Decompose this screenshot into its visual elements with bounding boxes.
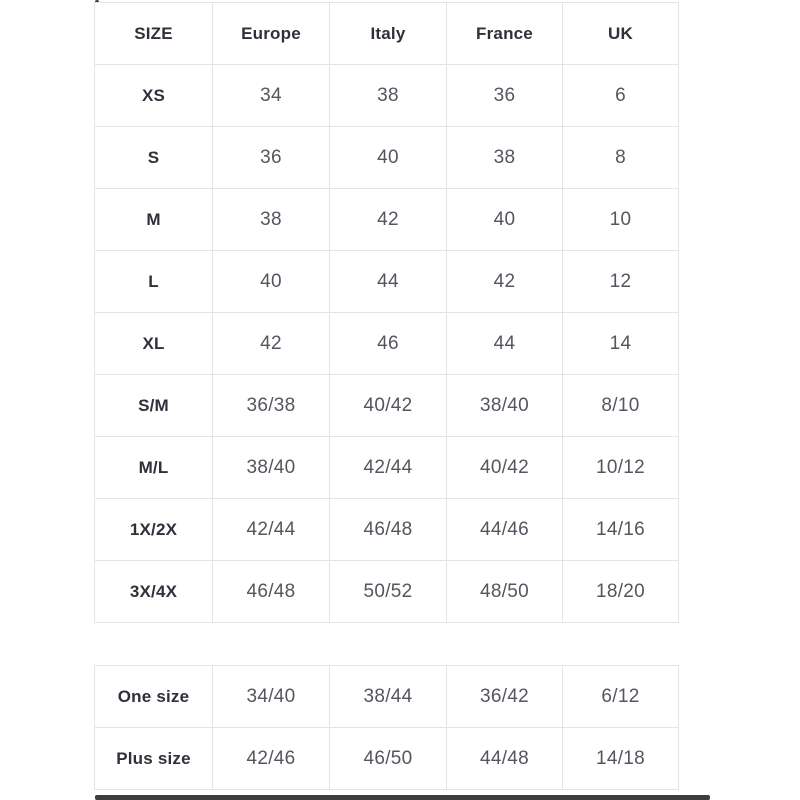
value-cell: 36 <box>447 65 563 127</box>
value-cell: 14 <box>563 313 679 375</box>
header-row <box>95 3 679 65</box>
size-label-cell: XS <box>95 65 213 127</box>
table-row <box>95 666 679 728</box>
table-row <box>95 251 679 313</box>
value-cell: 38/40 <box>447 375 563 437</box>
value-cell: 44/48 <box>447 728 563 790</box>
size-label-cell: One size <box>95 666 213 728</box>
value-cell: 38/40 <box>213 437 330 499</box>
table-row <box>95 127 679 189</box>
value-cell: 14/16 <box>563 499 679 561</box>
table-row <box>95 313 679 375</box>
value-cell: 38 <box>213 189 330 251</box>
one-size-plus-size-table <box>94 665 679 790</box>
value-cell: 18/20 <box>563 561 679 623</box>
value-cell: 38 <box>330 65 447 127</box>
size-label-cell: 1X/2X <box>95 499 213 561</box>
value-cell: 34 <box>213 65 330 127</box>
table-row <box>95 437 679 499</box>
value-cell: 8 <box>563 127 679 189</box>
value-cell: 42/46 <box>213 728 330 790</box>
size-label-cell: Plus size <box>95 728 213 790</box>
value-cell: 42 <box>447 251 563 313</box>
value-cell: 48/50 <box>447 561 563 623</box>
value-cell: 6/12 <box>563 666 679 728</box>
size-label-cell: XL <box>95 313 213 375</box>
size-conversion-table <box>94 2 679 623</box>
value-cell: 34/40 <box>213 666 330 728</box>
value-cell: 40 <box>330 127 447 189</box>
value-cell: 46/48 <box>330 499 447 561</box>
table-row <box>95 189 679 251</box>
value-cell: 46 <box>330 313 447 375</box>
value-cell: 44/46 <box>447 499 563 561</box>
value-cell: 44 <box>447 313 563 375</box>
value-cell: 50/52 <box>330 561 447 623</box>
table-row <box>95 499 679 561</box>
value-cell: 14/18 <box>563 728 679 790</box>
value-cell: 10/12 <box>563 437 679 499</box>
value-cell: 42/44 <box>330 437 447 499</box>
column-header-europe: Europe <box>213 3 330 65</box>
value-cell: 40 <box>447 189 563 251</box>
horizontal-scrollbar-thumb[interactable] <box>95 795 710 800</box>
value-cell: 40/42 <box>330 375 447 437</box>
value-cell: 36/42 <box>447 666 563 728</box>
table-row <box>95 728 679 790</box>
value-cell: 42/44 <box>213 499 330 561</box>
size-label-cell: S <box>95 127 213 189</box>
value-cell: 38/44 <box>330 666 447 728</box>
size-label-cell: M/L <box>95 437 213 499</box>
value-cell: 12 <box>563 251 679 313</box>
value-cell: 6 <box>563 65 679 127</box>
value-cell: 8/10 <box>563 375 679 437</box>
column-header-uk: UK <box>563 3 679 65</box>
value-cell: 42 <box>213 313 330 375</box>
column-header-italy: Italy <box>330 3 447 65</box>
table-row <box>95 65 679 127</box>
size-label-cell: L <box>95 251 213 313</box>
value-cell: 36/38 <box>213 375 330 437</box>
size-label-cell: 3X/4X <box>95 561 213 623</box>
size-label-cell: M <box>95 189 213 251</box>
value-cell: 42 <box>330 189 447 251</box>
value-cell: 36 <box>213 127 330 189</box>
value-cell: 44 <box>330 251 447 313</box>
value-cell: 46/50 <box>330 728 447 790</box>
column-header-size: SIZE <box>95 3 213 65</box>
value-cell: 40 <box>213 251 330 313</box>
table-row <box>95 561 679 623</box>
size-label-cell: S/M <box>95 375 213 437</box>
table-row <box>95 375 679 437</box>
value-cell: 10 <box>563 189 679 251</box>
value-cell: 46/48 <box>213 561 330 623</box>
value-cell: 38 <box>447 127 563 189</box>
value-cell: 40/42 <box>447 437 563 499</box>
column-header-france: France <box>447 3 563 65</box>
